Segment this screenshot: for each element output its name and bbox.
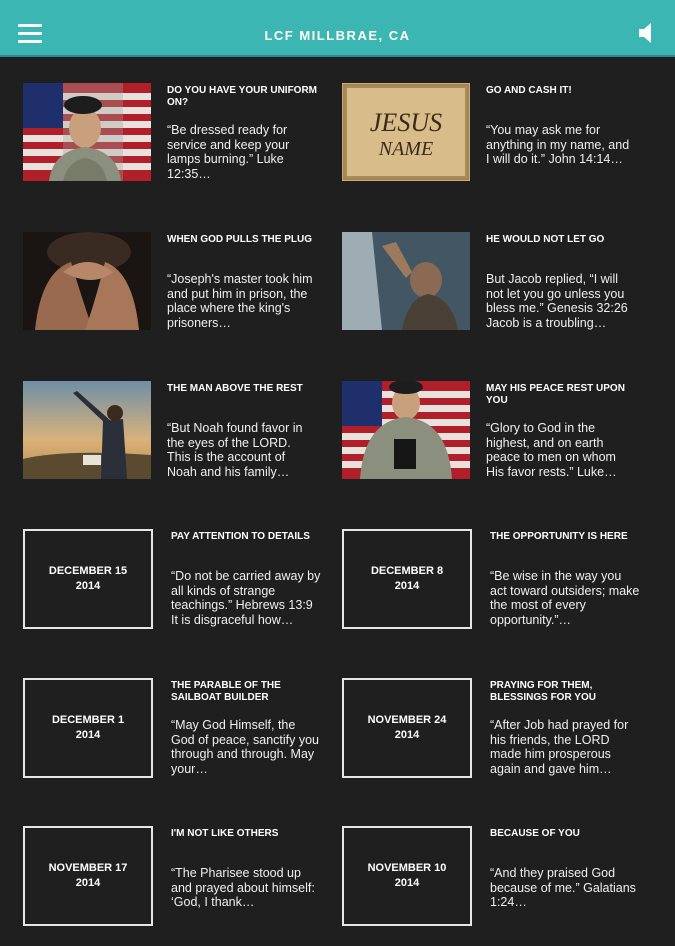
svg-text:JESUS: JESUS	[369, 108, 443, 137]
sermon-excerpt: “The Pharisee stood up and prayed about himself: ‘God, I thank…	[171, 866, 315, 909]
sermon-date-year: 2014	[394, 729, 420, 741]
sermon-excerpt: “Do not be carried away by all kinds of strange teachings.” Hebrews 13:9 It is disgraceful how…	[171, 569, 321, 627]
sermon-title: MAY HIS PEACE REST UPON YOU	[486, 383, 625, 406]
sermon-excerpt: “Glory to God in the highest, and on earth peace to men on whom His favor rests.” Luke…	[486, 421, 617, 479]
sermon-date-box	[342, 678, 472, 778]
sermon-date-day: DECEMBER 8	[370, 565, 444, 577]
sermon-item[interactable]	[342, 678, 652, 798]
sermon-excerpt: “Be wise in the way you act toward outsiders; make the most of every opportunity.”…	[490, 569, 640, 627]
sermon-title: I'M NOT LIKE OTHERS	[171, 828, 279, 839]
sermon-title: THE OPPORTUNITY IS HERE	[490, 531, 628, 542]
sermon-item[interactable]	[23, 678, 333, 798]
sermon-date-year: 2014	[75, 877, 101, 889]
sermon-date-year: 2014	[394, 580, 420, 592]
sermon-thumbnail-jesus-name	[342, 83, 470, 181]
svg-text:NAME: NAME	[378, 138, 434, 160]
sermon-thumbnail-jacob-wrestling	[342, 232, 470, 330]
speaker-icon[interactable]	[637, 22, 657, 44]
sermon-date-year: 2014	[75, 580, 101, 592]
sermon-title: PRAYING FOR THEM, BLESSINGS FOR YOU	[490, 680, 596, 703]
sermon-item[interactable]	[342, 381, 652, 501]
sermon-item[interactable]	[342, 529, 652, 649]
app-title: LCF MILLBRAE, CA	[264, 28, 411, 43]
sermon-title: THE MAN ABOVE THE REST	[167, 383, 303, 394]
sermon-date-day: DECEMBER 15	[48, 565, 128, 577]
sermon-excerpt: “Joseph's master took him and put him in prison, the place where the king's prisoners…	[167, 272, 313, 330]
sermon-title: BECAUSE OF YOU	[490, 828, 580, 839]
sermon-date-day: NOVEMBER 17	[48, 862, 128, 874]
sermon-excerpt: “You may ask me for anything in my name, and I will do it.” John 14:14…	[486, 123, 630, 166]
sermon-excerpt: “But Noah found favor in the eyes of the LORD. This is the account of Noah and his family…	[167, 421, 303, 479]
sermon-date-day: DECEMBER 1	[51, 714, 125, 726]
sermon-date-day: NOVEMBER 24	[367, 714, 447, 726]
sermon-title: HE WOULD NOT LET GO	[486, 234, 605, 245]
sermon-date-box	[23, 678, 153, 778]
sermon-item[interactable]	[23, 381, 333, 501]
sermon-item[interactable]	[23, 826, 333, 946]
sermon-date-year: 2014	[75, 729, 101, 741]
sermon-item[interactable]	[23, 529, 333, 649]
sermon-item[interactable]	[23, 83, 333, 203]
sermon-excerpt: “May God Himself, the God of peace, sanctify you through and through. May your…	[171, 718, 320, 776]
sermon-title: GO AND CASH IT!	[486, 85, 572, 96]
sermon-date-box	[23, 529, 153, 629]
sermon-date-box	[342, 529, 472, 629]
sermon-thumbnail-soldier-bible	[342, 381, 470, 479]
sermon-date-box	[23, 826, 153, 926]
sermon-item[interactable]	[342, 83, 652, 203]
sermon-excerpt: But Jacob replied, “I will not let you go unless you bless me.” Genesis 32:26 Jacob is a troubling…	[486, 272, 628, 330]
sermon-item[interactable]	[23, 232, 333, 352]
sermon-item[interactable]	[342, 232, 652, 352]
sermon-date-day: NOVEMBER 10	[367, 862, 447, 874]
sermon-date-year: 2014	[394, 877, 420, 889]
sermon-excerpt: “After Job had prayed for his friends, the LORD made him prosperous again and gave him…	[490, 718, 629, 776]
app-header	[0, 0, 675, 57]
sermon-list	[0, 59, 675, 909]
sermon-title: PAY ATTENTION TO DETAILS	[171, 531, 310, 542]
sermon-title: THE PARABLE OF THE SAILBOAT BUILDER	[171, 680, 281, 703]
sermon-title: WHEN GOD PULLS THE PLUG	[167, 234, 312, 245]
sermon-item[interactable]	[342, 826, 652, 946]
sermon-excerpt: “Be dressed ready for service and keep your lamps burning.” Luke 12:35…	[167, 123, 290, 181]
sermon-thumbnail-soldier-flag	[23, 83, 151, 181]
sermon-date-box	[342, 826, 472, 926]
sermon-excerpt: “And they praised God because of me.” Galatians 1:24…	[490, 866, 636, 909]
sermon-title: DO YOU HAVE YOUR UNIFORM ON?	[167, 85, 318, 108]
sermon-thumbnail-man-pointing	[23, 381, 151, 479]
sermon-thumbnail-hands-face	[23, 232, 151, 330]
